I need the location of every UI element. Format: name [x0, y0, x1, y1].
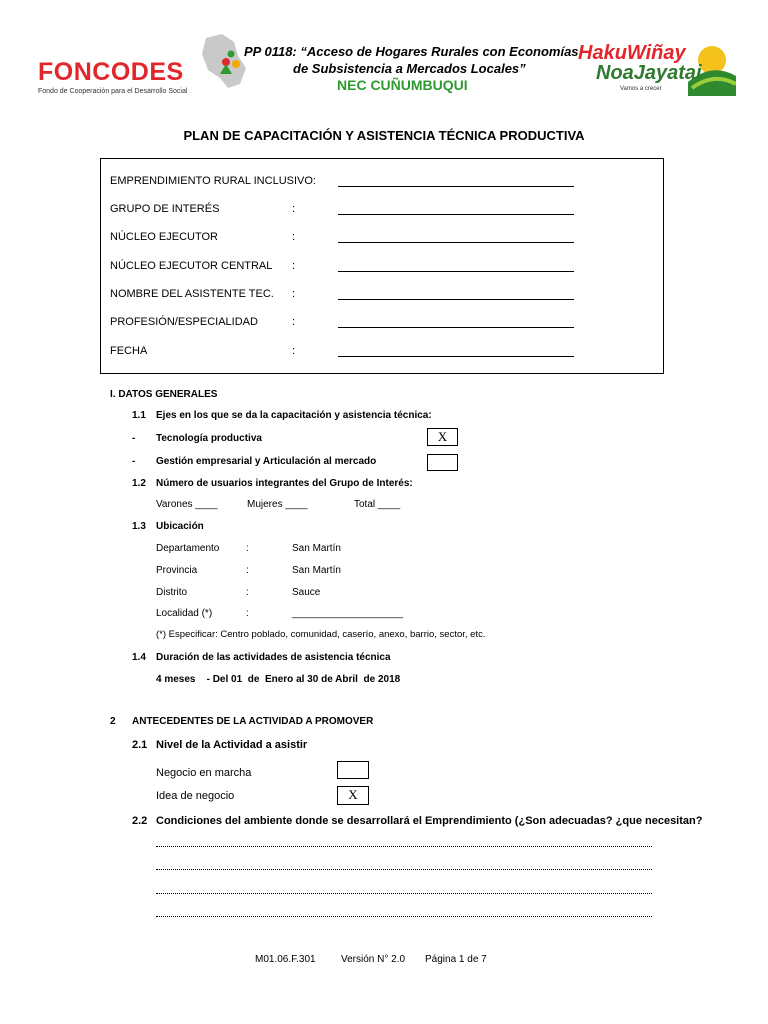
- location-key: Departamento: [156, 543, 220, 554]
- form-field-input-line[interactable]: [338, 356, 574, 357]
- location-colon: :: [246, 608, 249, 619]
- program-name-1: “Acceso de Hogares Rurales con Economías: [296, 44, 579, 59]
- form-field-label: NOMBRE DEL ASISTENTE TEC.: [110, 288, 274, 300]
- form-field-label: NÚCLEO EJECUTOR CENTRAL: [110, 260, 273, 272]
- peru-map-icon: [198, 34, 248, 90]
- s21-title: Nivel de la Actividad a asistir: [156, 739, 308, 751]
- answer-line-3[interactable]: [156, 893, 652, 894]
- s13-number: 1.3: [132, 521, 146, 532]
- form-field-input-line[interactable]: [338, 242, 574, 243]
- footer-page: Página 1 de 7: [425, 954, 487, 965]
- eje2-dash: -: [132, 456, 136, 467]
- s14-number: 1.4: [132, 652, 146, 663]
- s21-number: 2.1: [132, 739, 148, 751]
- mujeres-field[interactable]: Mujeres ____: [247, 499, 308, 510]
- answer-line-2[interactable]: [156, 869, 652, 870]
- location-value[interactable]: ____________________: [292, 608, 404, 619]
- form-field-input-line[interactable]: [338, 186, 574, 187]
- s14-title: Duración de las actividades de asistencia técnica: [156, 652, 391, 663]
- location-colon: :: [246, 587, 249, 598]
- form-field-input-line[interactable]: [338, 214, 574, 215]
- location-key: Localidad (*): [156, 608, 213, 619]
- form-field-input-line[interactable]: [338, 327, 574, 328]
- form-field-input-line[interactable]: [338, 299, 574, 300]
- s12-number: 1.2: [132, 478, 146, 489]
- s22-title: Condiciones del ambiente donde se desarrollará el Emprendimiento (¿Son adecuadas? ¿que necesitan?: [156, 815, 703, 827]
- s11-title: Ejes en los que se da la capacitación y asistencia técnica:: [156, 410, 432, 421]
- form-field-input-line[interactable]: [338, 271, 574, 272]
- varones-field[interactable]: Varones ____: [156, 499, 218, 510]
- form-field-colon: :: [292, 203, 296, 215]
- form-field-colon: :: [292, 231, 296, 243]
- page-title: PLAN DE CAPACITACIÓN Y ASISTENCIA TÉCNICA PRODUCTIVA: [183, 128, 585, 143]
- form-field-colon: :: [292, 345, 296, 357]
- s13-title: Ubicación: [156, 521, 204, 532]
- location-colon: :: [246, 543, 249, 554]
- section-2-number: 2: [110, 716, 116, 727]
- footer-code: M01.06.F.301: [255, 954, 316, 965]
- s11-number: 1.1: [132, 410, 146, 421]
- answer-line-1[interactable]: [156, 846, 652, 847]
- program-prefix: PP 0118:: [244, 44, 297, 59]
- duration-text: 4 meses - Del 01 de Enero al 30 de Abril de 2018: [156, 674, 401, 685]
- form-field-colon: :: [292, 260, 296, 272]
- section-2-heading: ANTECEDENTES DE LA ACTIVIDAD A PROMOVER: [132, 716, 374, 727]
- form-field-label: EMPRENDIMIENTO RURAL INCLUSIVO:: [110, 175, 316, 187]
- location-value: San Martín: [292, 565, 341, 576]
- form-field-colon: :: [292, 288, 296, 300]
- location-value: San Martín: [292, 543, 341, 554]
- location-key: Provincia: [156, 565, 198, 576]
- location-value: Sauce: [292, 587, 321, 598]
- foncodes-logo: [38, 40, 248, 100]
- opt-idea-negocio-label: Idea de negocio: [156, 790, 235, 802]
- foncodes-logo-text: FONCODES: [38, 58, 184, 86]
- s12-title: Número de usuarios integrantes del Grupo de Interés:: [156, 478, 413, 489]
- foncodes-logo-subtitle: Fondo de Cooperación para el Desarrollo Social: [38, 88, 188, 95]
- location-note: (*) Especificar: Centro poblado, comunidad, caserío, anexo, barrio, sector, etc.: [156, 629, 486, 640]
- location-colon: :: [246, 565, 249, 576]
- form-field-label: GRUPO DE INTERÉS: [110, 203, 220, 215]
- eje1-label: Tecnología productiva: [156, 433, 262, 444]
- form-field-colon: :: [292, 316, 296, 328]
- nec-name: NEC CUÑUMBUQUI: [337, 77, 468, 93]
- form-field-label: NÚCLEO EJECUTOR: [110, 231, 218, 243]
- hakuwinay-tagline: Vamos a crecer: [620, 86, 662, 92]
- form-field-label: FECHA: [110, 345, 148, 357]
- location-key: Distrito: [156, 587, 188, 598]
- answer-line-4[interactable]: [156, 916, 652, 917]
- footer-version: Versión N° 2.0: [341, 954, 406, 965]
- opt-idea-negocio-checkbox[interactable]: X: [337, 786, 369, 805]
- hakuwinay-logo: [576, 42, 736, 98]
- program-line-1: [244, 44, 579, 59]
- opt-negocio-marcha-label: Negocio en marcha: [156, 767, 252, 779]
- form-field-label: PROFESIÓN/ESPECIALIDAD: [110, 316, 258, 328]
- total-field[interactable]: Total ____: [354, 499, 401, 510]
- hakuwinay-logo-line2: NoaJayatai: [596, 62, 702, 84]
- hakuwinay-logo-line1: HakuWiñay: [578, 42, 686, 64]
- s22-number: 2.2: [132, 815, 148, 827]
- eje1-dash: -: [132, 433, 136, 444]
- eje2-label: Gestión empresarial y Articulación al mercado: [156, 456, 377, 467]
- program-line-2: de Subsistencia a Mercados Locales”: [293, 61, 526, 76]
- section-1-heading: I. DATOS GENERALES: [110, 389, 218, 400]
- eje2-checkbox[interactable]: [427, 454, 458, 471]
- eje1-checkbox[interactable]: X: [427, 428, 458, 446]
- opt-negocio-marcha-checkbox[interactable]: [337, 761, 369, 779]
